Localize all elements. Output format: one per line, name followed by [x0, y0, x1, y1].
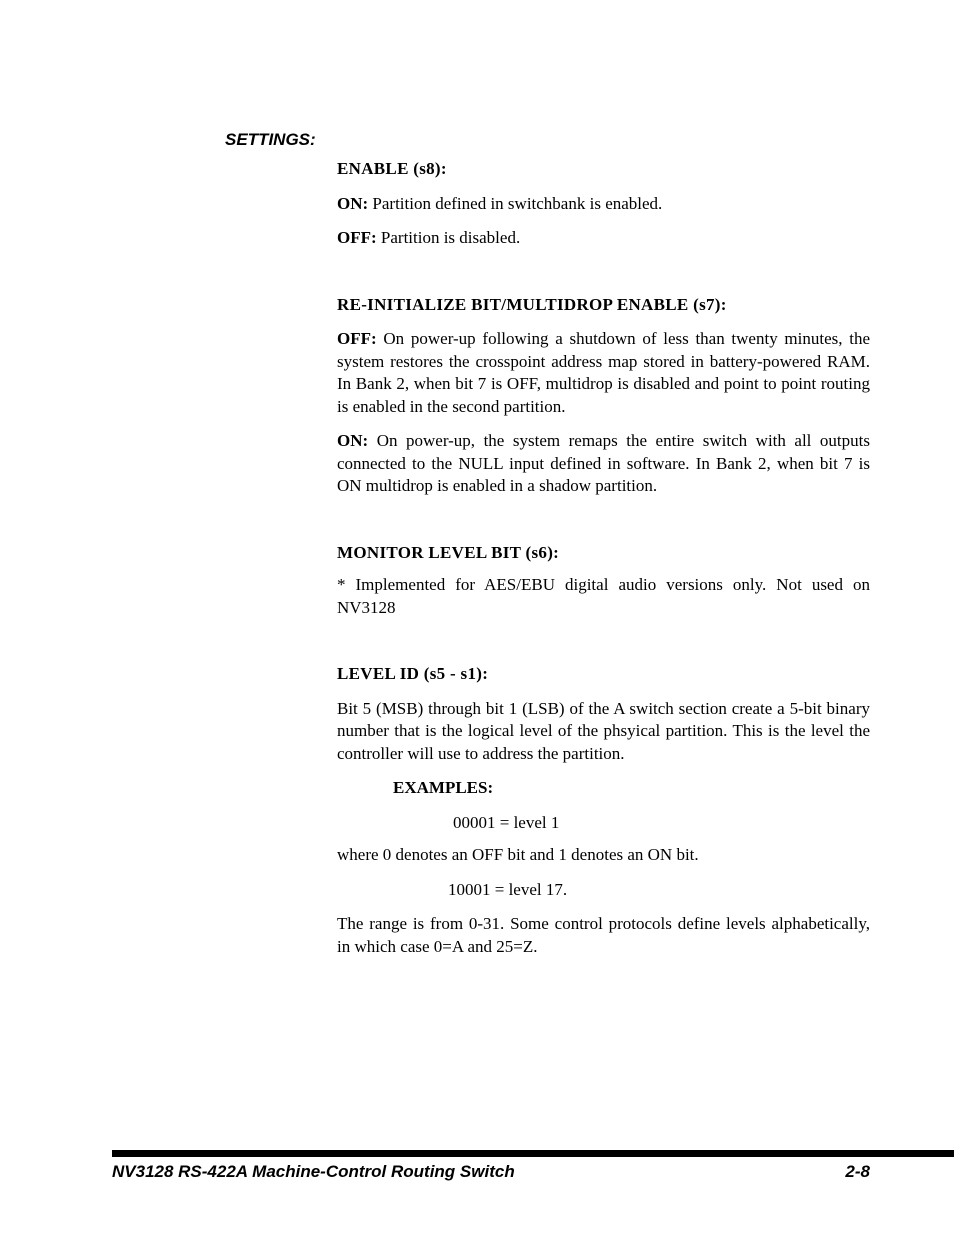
enable-heading: ENABLE (s8):: [337, 159, 447, 178]
level-id-paragraph: Bit 5 (MSB) through bit 1 (LSB) of the A switch section create a 5-bit binary number that is the logical level of the phsyical partition. This is the level the controller will use to address the partition.: [337, 698, 870, 763]
reinit-off-paragraph: [337, 328, 870, 418]
section-heading: SETTINGS:: [225, 130, 316, 149]
footer-rule: [112, 1150, 954, 1157]
reinit-on-text: On power-up, the system remaps the entire switch with all outputs connected to the NULL input defined in software. In Bank 2, when bit 7 is ON multidrop is enabled in a shadow partition.: [337, 431, 870, 495]
monitor-paragraph: * Implemented for AES/EBU digital audio versions only. Not used on NV3128: [337, 575, 870, 617]
example-1: 00001 = level 1: [453, 812, 560, 832]
level-id-heading: LEVEL ID (s5 - s1):: [337, 664, 489, 683]
reinit-heading: RE-INITIALIZE BIT/MULTIDROP ENABLE (s7):: [337, 294, 727, 314]
enable-off-label: OFF:: [337, 228, 377, 247]
monitor-heading: MONITOR LEVEL BIT (s6):: [337, 542, 560, 562]
enable-on-text: Partition defined in switchbank is enabled.: [368, 193, 663, 213]
range-paragraph: The range is from 0-31. Some control protocols define levels alphabetically, in which case 0=A and 25=Z.: [337, 914, 870, 956]
reinit-off-text: On power-up following a shutdown of less than twenty minutes, the system restores the crosspoint address map stored in battery-powered RAM. In Bank 2, when bit 7 is OFF, multidrop is disabled and point to point routing is enabled in the second partition.: [337, 329, 870, 416]
page-number: 2-8: [845, 1162, 870, 1181]
example-2: 10001 = level 17.: [448, 879, 568, 899]
reinit-on-paragraph: [337, 430, 870, 498]
settings-content: [337, 158, 870, 958]
reinit-on-label: ON:: [337, 431, 369, 450]
footer-title: NV3128 RS-422A Machine-Control Routing Switch: [112, 1162, 515, 1181]
enable-off-paragraph: [337, 227, 870, 250]
examples-label: EXAMPLES:: [393, 778, 494, 797]
where-paragraph: where 0 denotes an OFF bit and 1 denotes an ON bit.: [337, 845, 699, 864]
reinit-off-label: OFF:: [337, 329, 377, 348]
enable-on-paragraph: [337, 193, 870, 216]
enable-off-text: Partition is disabled.: [376, 228, 521, 247]
enable-on-label: ON:: [337, 193, 369, 213]
